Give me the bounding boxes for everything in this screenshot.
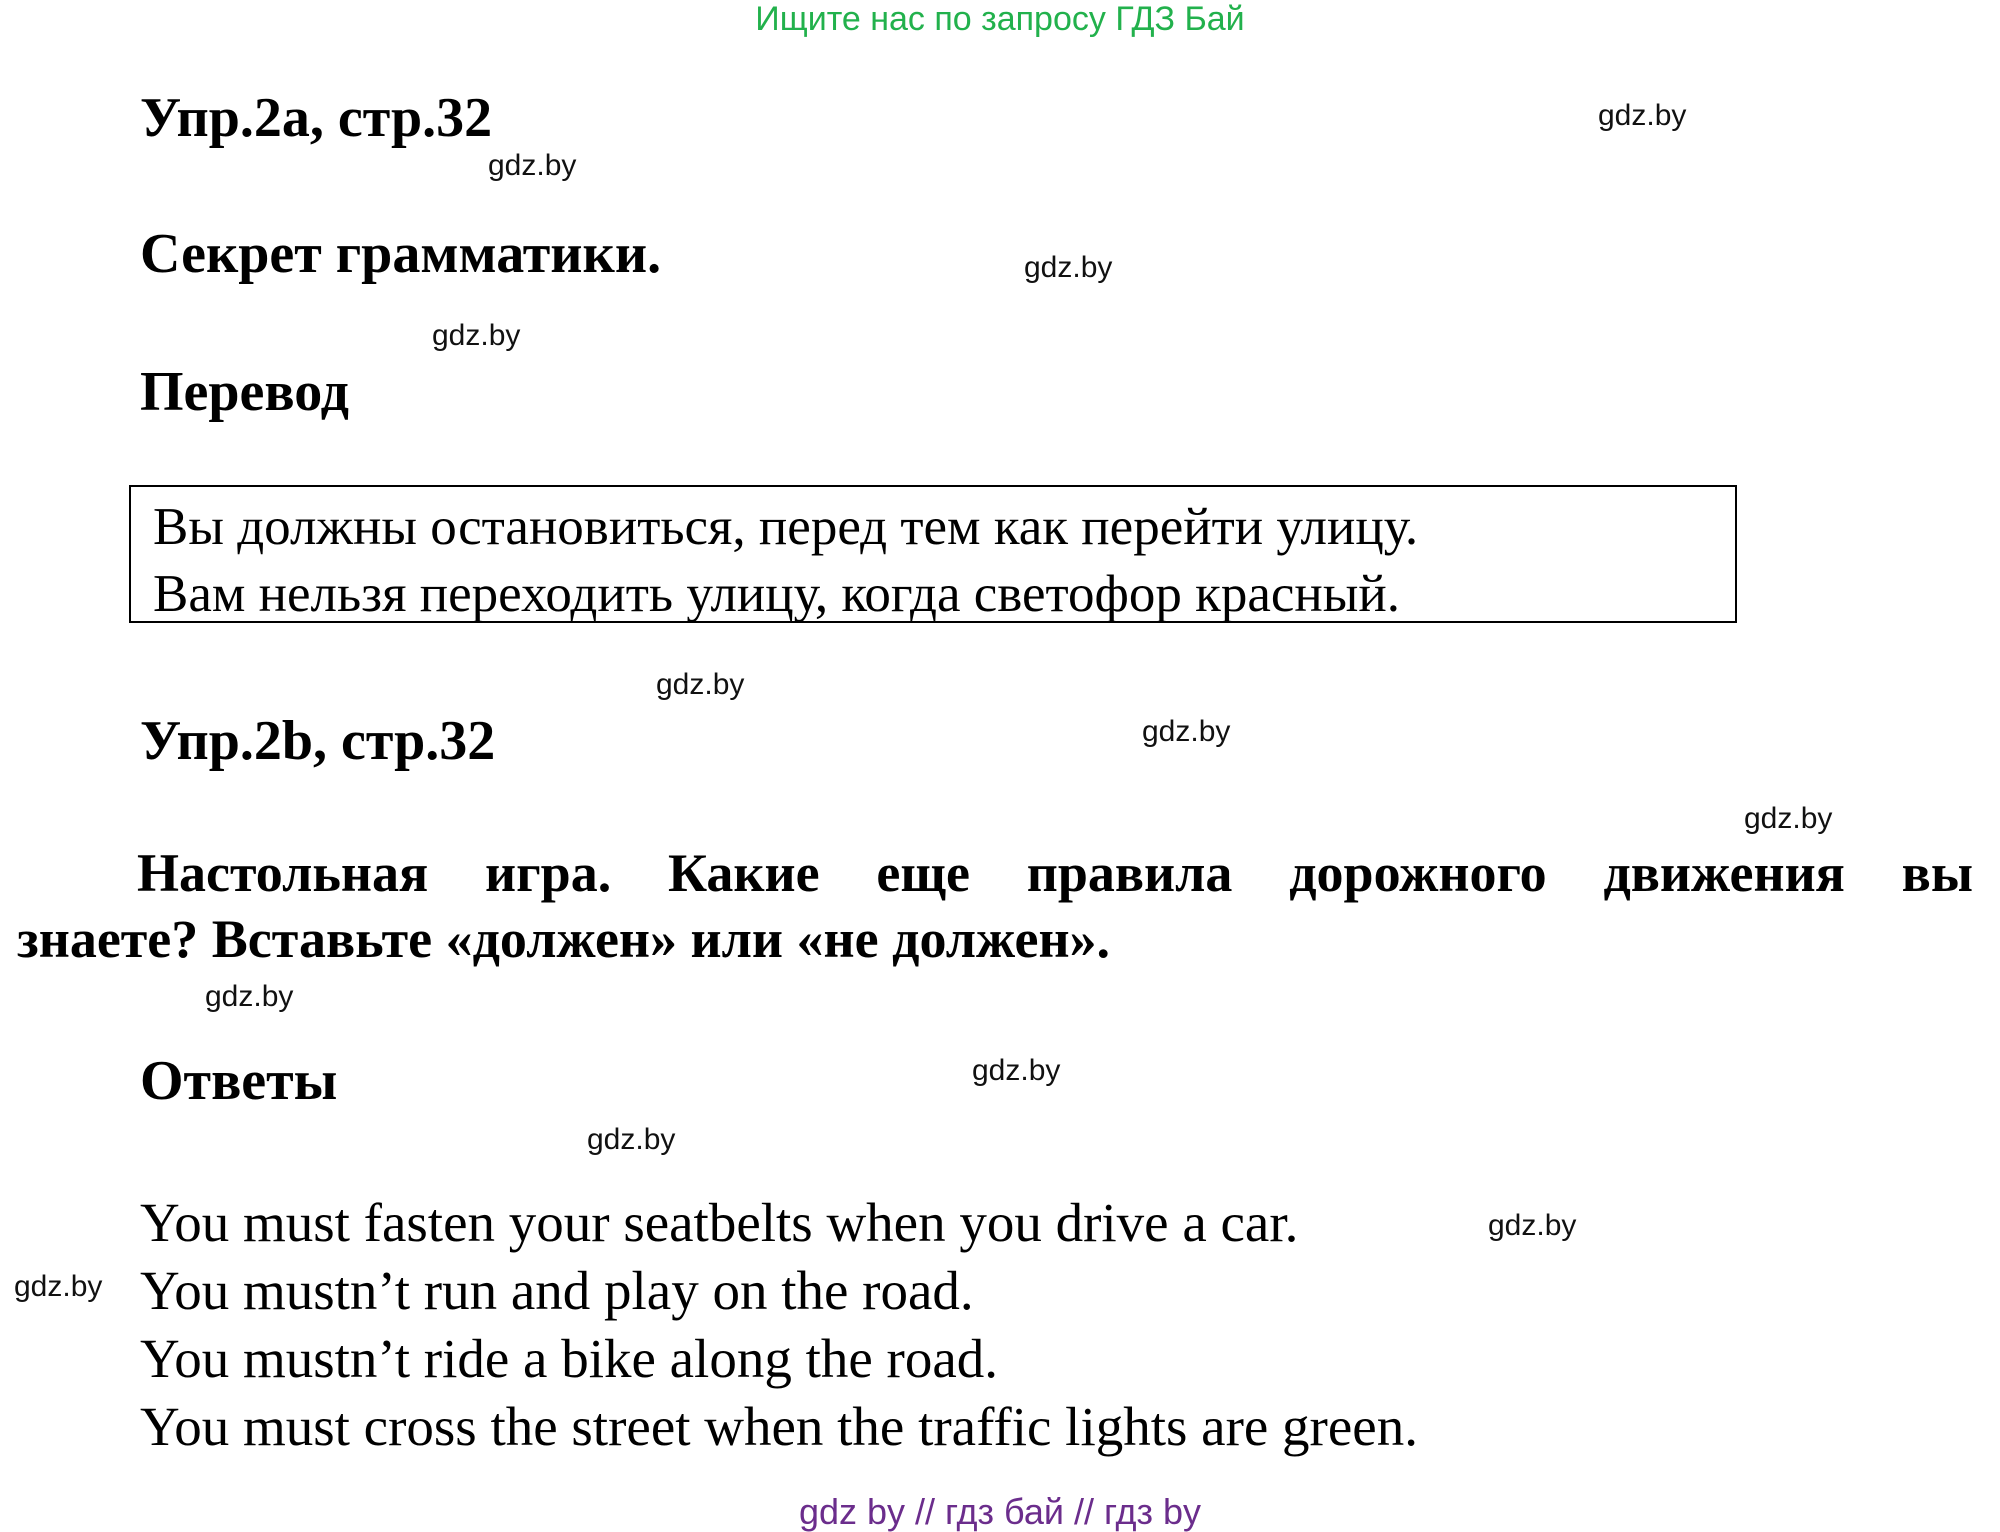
watermark: gdz.by bbox=[1024, 251, 1113, 284]
task-instructions bbox=[17, 840, 1973, 972]
exercise-2b-title: Упр.2b, стр.32 bbox=[140, 710, 496, 772]
grammar-secret-heading: Секрет грамматики. bbox=[140, 223, 662, 285]
answers-heading: Ответы bbox=[140, 1050, 338, 1112]
answer-line: You mustn’t run and play on the road. bbox=[140, 1260, 974, 1321]
watermark: gdz.by bbox=[1598, 99, 1687, 132]
translation-heading: Перевод bbox=[140, 361, 349, 423]
translation-line: Вы должны остановиться, перед тем как перейти улицу. bbox=[153, 498, 1419, 556]
watermark: gdz.by bbox=[488, 149, 577, 182]
watermark: gdz.by bbox=[972, 1054, 1061, 1087]
answer-line: You must cross the street when the traffic lights are green. bbox=[140, 1396, 1418, 1457]
task-line: знаете? Вставьте «должен» или «не должен». bbox=[17, 909, 1111, 969]
watermark: gdz.by bbox=[1488, 1209, 1577, 1242]
task-line: Настольная игра. Какие еще правила дорожного движения вы bbox=[137, 843, 1973, 903]
watermark: gdz.by bbox=[14, 1270, 103, 1303]
translation-line: Вам нельзя переходить улицу, когда светофор красный. bbox=[153, 565, 1400, 623]
watermark: gdz.by bbox=[205, 980, 294, 1013]
watermark: gdz.by bbox=[1142, 715, 1231, 748]
watermark: gdz.by bbox=[432, 319, 521, 352]
exercise-2a-title: Упр.2a, стр.32 bbox=[140, 87, 493, 149]
answer-line: You mustn’t ride a bike along the road. bbox=[140, 1328, 999, 1389]
answer-line: You must fasten your seatbelts when you drive a car. bbox=[140, 1192, 1299, 1253]
footer-links: gdz by // гдз бай // гдз by bbox=[798, 1491, 1202, 1532]
translation-box bbox=[129, 485, 1737, 623]
watermark: gdz.by bbox=[1744, 802, 1833, 835]
watermark: gdz.by bbox=[587, 1123, 676, 1156]
top-banner: Ищите нас по запросу ГДЗ Бай bbox=[755, 0, 1245, 38]
watermark: gdz.by bbox=[656, 668, 745, 701]
